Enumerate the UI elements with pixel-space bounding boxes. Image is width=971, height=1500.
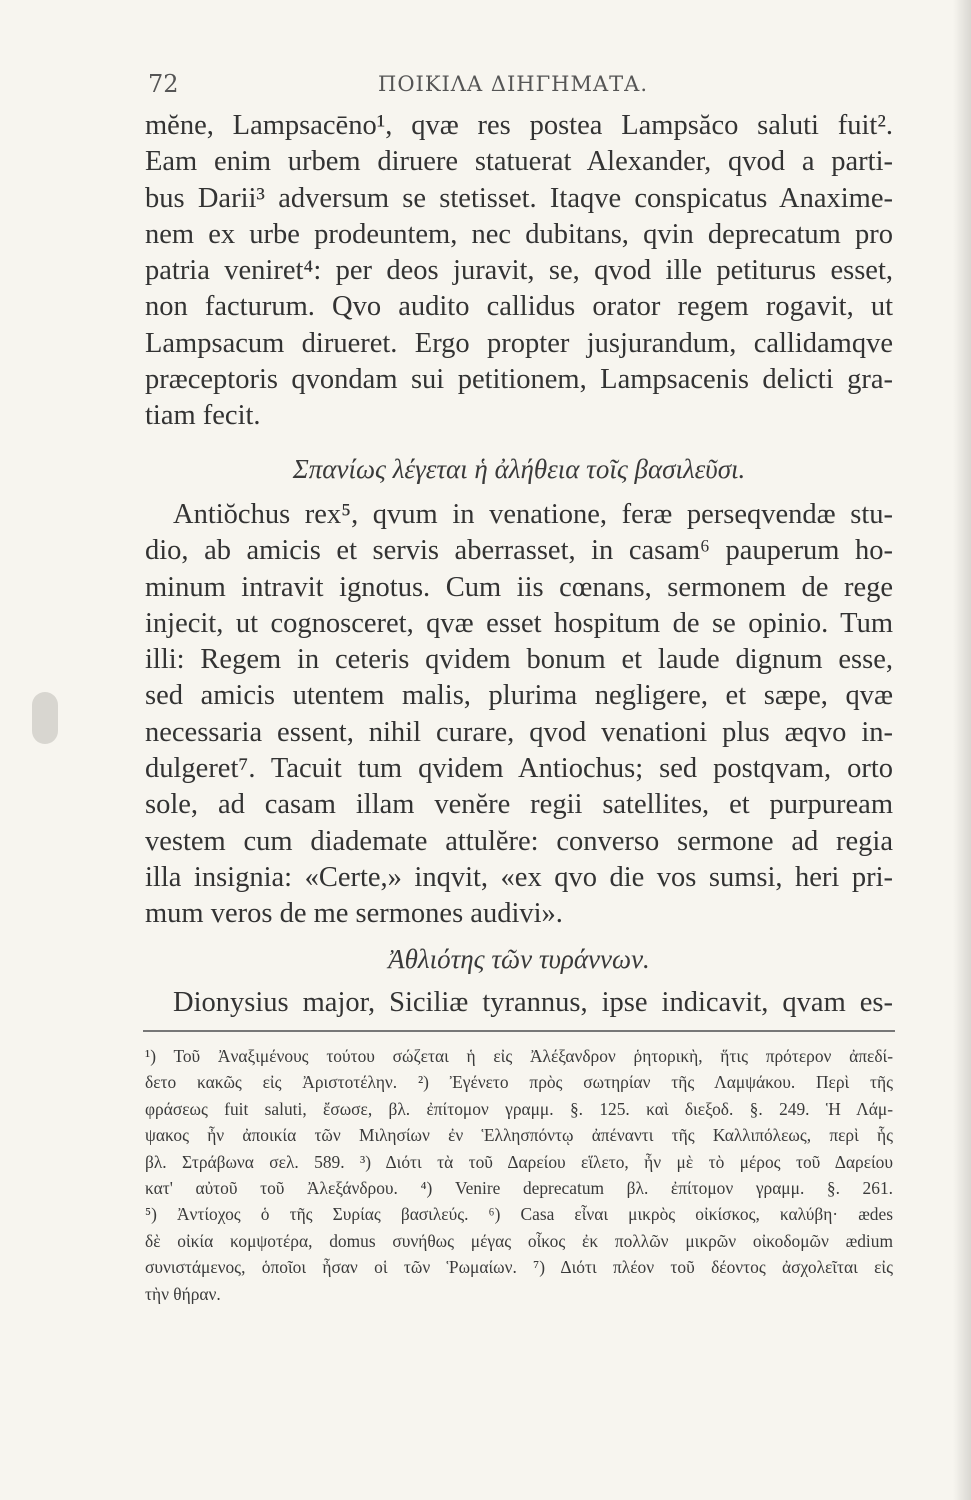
text-line: dio, ab amicis et servis aberrasset, in casam⁶ pauperum ho-: [145, 535, 893, 567]
text-line: tiam fecit.: [145, 400, 261, 432]
text-line: vestem cum diademate attulĕre: converso sermone ad regia: [145, 825, 893, 857]
footnote-line: δὲ οἰκία κομψοτέρα, domus συνήθως μέγας οἶκος ἐκ πολλῶν μικρῶν οἰκοδομῶν ædium: [145, 1230, 893, 1251]
footnote-line: ¹) Τοῦ Ἀναξιμένους τούτου σώζεται ἡ εἰς Ἀλέξανδρον ῥητορικὴ, ἥτις πρότερον ἀπεδί-: [145, 1046, 893, 1066]
text-line: injecit, ut cognosceret, qvæ esset hospitum de se opinio. Tum: [145, 607, 893, 639]
text-line: sed amicis utentem malis, plurima negligere, et sæpe, qvæ: [145, 680, 893, 712]
text-line: illa insignia: «Certe,» inqvit, «ex qvo die vos sumsi, heri pri-: [145, 861, 893, 893]
footnote-divider: [143, 1030, 895, 1032]
paragraph-lampsacus: [145, 108, 893, 435]
page-number: 72: [148, 70, 179, 98]
text-line: minum intravit ignotus. Cum iis cœnans, sermonem de rege: [145, 571, 893, 603]
section-heading-tyrants: Ἀθλιότης τῶν τυράννων.: [388, 943, 650, 974]
footnote-line: ⁵) Ἀντίοχος ὁ τῆς Συρίας βασιλεύς. ⁶) Casa εἶναι μικρὸς οἰκίσκος, καλύβη· ædes: [145, 1204, 893, 1225]
text-line: dulgeret⁷. Tacuit tum qvidem Antiochus; sed postqvam, orto: [145, 753, 893, 785]
text-line: sole, ad casam illam venĕre regii satellites, et purpuream: [145, 789, 893, 821]
footnote-line: βλ. Στράβωνα σελ. 589. ³) Διότι τὰ τοῦ Δαρείου εἵλετο, ἦν μὲ τὸ μέρος τοῦ Δαρείου: [145, 1151, 893, 1172]
margin-stain: [32, 692, 58, 744]
running-head: ΠΟΙΚΙΛΑ ΔΙΗΓΗΜΑΤΑ.: [378, 72, 648, 96]
text-line: nem ex urbe prodeuntem, nec dubitans, qvin deprecatum pro: [145, 218, 893, 250]
footnote-line: συνιστάμενος, ὁποῖοι ἦσαν οἱ τῶν Ῥωμαίων. ⁷) Διότι πλέον τοῦ δέοντος ἀσχολεῖται εἰς: [145, 1257, 893, 1278]
section-heading-kings: Σπανίως λέγεται ἡ ἀλήθεια τοῖς βασιλεῦσι.: [292, 453, 746, 484]
text-line: mum veros de me sermones audivi».: [145, 898, 563, 930]
footnote-line: κατ' αὐτοῦ τοῦ Ἀλεξάνδρου. ⁴) Venire deprecatum βλ. ἐπίτομον γραμμ. §. 261.: [145, 1178, 893, 1199]
paragraph-dionysius: [145, 985, 893, 1021]
text-line: Eam enim urbem diruere statuerat Alexander, qvod a parti-: [145, 146, 893, 178]
footnote-line: τὴν θήραν.: [145, 1283, 221, 1304]
main-text: [145, 108, 893, 1021]
text-line: Dionysius major, Siciliæ tyrannus, ipse indicavit, qvam es-: [173, 986, 893, 1018]
text-line: illi: Regem in ceteris qvidem bonum et laude dignum esse,: [145, 644, 893, 676]
text-line: non facturum. Qvo audito callidus orator regem rogavit, ut: [145, 291, 893, 323]
text-line: Antiŏchus rex⁵, qvum in venatione, feræ perseqvendæ stu-: [173, 498, 893, 530]
footnote-line: φράσεως fuit saluti, ἔσωσε, βλ. ἐπίτομον γραμμ. §. 125. καὶ διεξοδ. §. 249. Ἡ Λάμ-: [145, 1098, 893, 1119]
footnote-line: δετο κακῶς εἰς Ἀριστοτέλην. ²) Ἐγένετο πρὸς σωτηρίαν τῆς Λαμψάκου. Περὶ τῆς: [145, 1072, 893, 1093]
text-line: necessaria essent, nihil curare, qvod venationi plus æqvo in-: [145, 716, 893, 748]
text-line: bus Darii³ adversum se stetisset. Itaqve conspicatus Anaxime-: [145, 182, 893, 214]
text-line: patria veniret⁴: per deos juravit, se, qvod ille petiturus esset,: [145, 255, 893, 287]
page-edge-shadow: [953, 0, 971, 1500]
text-line: præceptoris qvondam sui petitionem, Lampsacenis delicti gra-: [145, 364, 893, 396]
footnotes: [145, 1043, 893, 1307]
footnote-line: ψακος ἦν ἀποικία τῶν Μιλησίων ἐν Ἑλλησπόντῳ ἀπέναντι τῆς Καλλιπόλεως, περὶ ἧς: [145, 1125, 893, 1146]
text-line: Lampsacum dirueret. Ergo propter jusjurandum, callidamqve: [145, 327, 893, 359]
paragraph-antiochus: [145, 497, 893, 933]
text-line: mĕne, Lampsacēno¹, qvæ res postea Lampsăco saluti fuit².: [145, 110, 893, 141]
page-header: [148, 70, 888, 110]
